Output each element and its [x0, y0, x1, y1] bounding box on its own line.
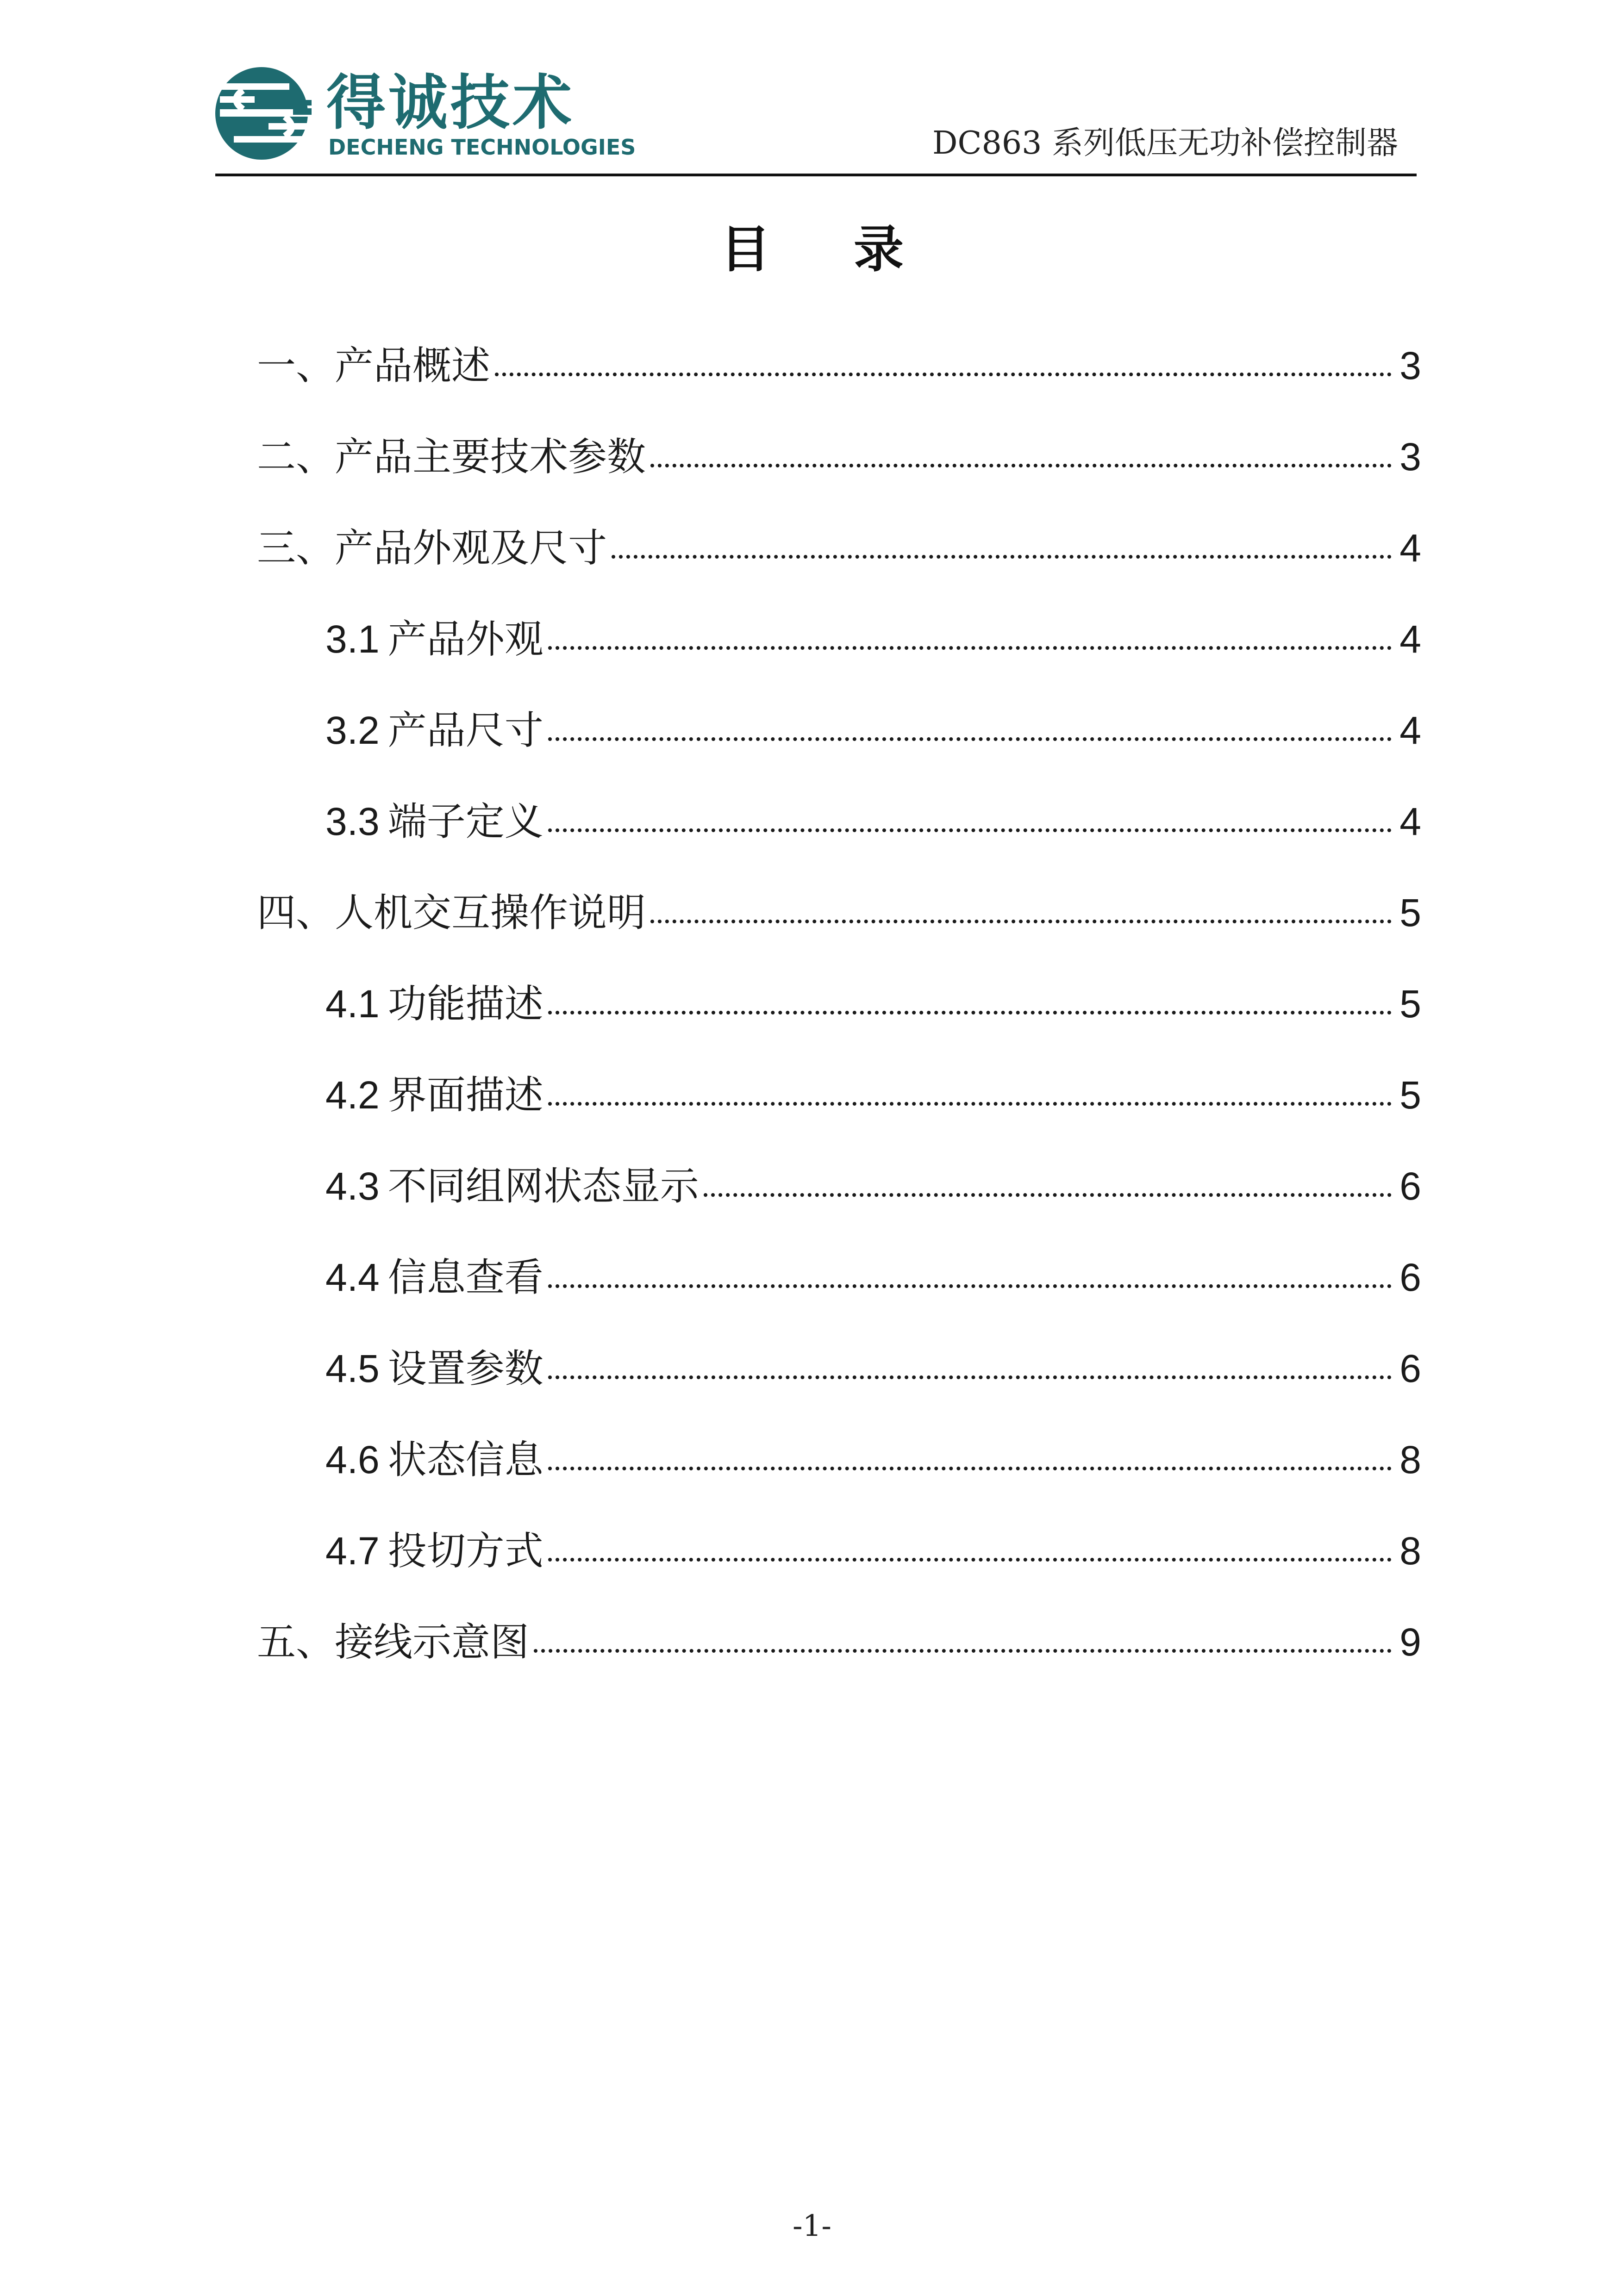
- toc-entry[interactable]: [257, 890, 1421, 981]
- toc-entry-label: 产品尺寸: [387, 708, 543, 753]
- toc-leader-dots: [612, 550, 1392, 559]
- toc-entry-label: 界面描述: [387, 1072, 543, 1118]
- table-of-contents: [257, 342, 1421, 1710]
- toc-leader-dots: [650, 459, 1392, 467]
- toc-subentry[interactable]: [257, 1072, 1421, 1163]
- toc-entry-number: 4.7: [325, 1529, 380, 1573]
- toc-entry-label: 三、产品外观及尺寸: [257, 525, 607, 571]
- toc-entry-label: 端子定义: [387, 799, 543, 844]
- toc-entry-label: 一、产品概述: [257, 343, 491, 388]
- logo-company-name-cn: 得诚技术: [326, 68, 575, 137]
- toc-entry-label: 二、产品主要技术参数: [257, 434, 646, 479]
- toc-subentry[interactable]: [257, 1254, 1421, 1345]
- toc-entry-number: 4.6: [325, 1438, 380, 1481]
- toc-entry-page: 3: [1399, 435, 1421, 479]
- toc-entry-number: 4.2: [325, 1073, 380, 1117]
- toc-entry-number: 3.3: [325, 800, 380, 843]
- toc-leader-dots: [548, 824, 1392, 832]
- toc-entry-number: 4.4: [325, 1256, 380, 1299]
- toc-leader-dots: [548, 733, 1392, 741]
- toc-subentry[interactable]: [257, 798, 1421, 890]
- toc-entry-number: 3.2: [325, 709, 380, 752]
- toc-leader-dots: [650, 915, 1392, 923]
- page-number: -1-: [793, 2209, 831, 2243]
- toc-subentry[interactable]: [257, 981, 1421, 1072]
- toc-entry-page: 8: [1399, 1529, 1421, 1573]
- toc-entry-label: 投切方式: [387, 1528, 543, 1574]
- toc-entry-page: 6: [1399, 1164, 1421, 1208]
- toc-leader-dots: [704, 1188, 1392, 1197]
- toc-entry-page: 6: [1399, 1347, 1421, 1390]
- toc-leader-dots: [548, 1553, 1392, 1562]
- toc-entry-label: 产品外观: [387, 616, 543, 662]
- page-header: [215, 56, 1417, 176]
- toc-entry-number: 3.1: [325, 617, 380, 661]
- toc-entry-label: 状态信息: [387, 1437, 543, 1482]
- toc-entry-page: 6: [1399, 1256, 1421, 1299]
- toc-entry-page: 4: [1399, 526, 1421, 570]
- toc-entry-page: 9: [1399, 1620, 1421, 1664]
- toc-title: 目录: [720, 221, 987, 279]
- toc-entry-page: 5: [1399, 891, 1421, 934]
- toc-leader-dots: [548, 1462, 1392, 1470]
- toc-entry-label: 功能描述: [387, 981, 543, 1027]
- toc-entry[interactable]: [257, 525, 1421, 616]
- toc-entry[interactable]: [257, 434, 1421, 525]
- toc-leader-dots: [548, 1006, 1392, 1014]
- toc-entry-page: 5: [1399, 1073, 1421, 1117]
- toc-entry-label: 设置参数: [387, 1346, 543, 1391]
- toc-leader-dots: [548, 1280, 1392, 1288]
- toc-entry-page: 4: [1399, 617, 1421, 661]
- toc-entry-label: 四、人机交互操作说明: [257, 890, 646, 935]
- toc-entry[interactable]: [257, 1619, 1421, 1710]
- toc-subentry[interactable]: [257, 1437, 1421, 1528]
- toc-subentry[interactable]: [257, 707, 1421, 798]
- toc-entry-label: 信息查看: [387, 1255, 543, 1300]
- toc-subentry[interactable]: [257, 1345, 1421, 1437]
- toc-leader-dots: [548, 1371, 1392, 1379]
- toc-entry-label: 不同组网状态显示: [387, 1164, 699, 1209]
- toc-entry-number: 4.1: [325, 982, 380, 1026]
- decheng-logo-icon: [215, 65, 312, 162]
- logo-company-name-en: DECHENG TECHNOLOGIES: [328, 135, 636, 160]
- toc-entry-page: 5: [1399, 982, 1421, 1026]
- toc-entry-page: 4: [1399, 709, 1421, 752]
- toc-leader-dots: [534, 1644, 1392, 1653]
- toc-subentry[interactable]: [257, 1163, 1421, 1254]
- header-divider: [215, 174, 1417, 176]
- toc-subentry[interactable]: [257, 616, 1421, 707]
- toc-leader-dots: [548, 641, 1392, 650]
- toc-entry-page: 4: [1399, 800, 1421, 843]
- toc-entry-page: 8: [1399, 1438, 1421, 1481]
- toc-entry-number: 4.5: [325, 1347, 380, 1390]
- toc-entry-label: 五、接线示意图: [257, 1619, 530, 1665]
- toc-entry[interactable]: [257, 342, 1421, 434]
- toc-subentry[interactable]: [257, 1528, 1421, 1619]
- toc-entry-number: 4.3: [325, 1164, 380, 1208]
- toc-leader-dots: [548, 1097, 1392, 1106]
- toc-leader-dots: [495, 368, 1392, 376]
- company-logo: [215, 65, 636, 169]
- toc-entry-page: 3: [1399, 344, 1421, 387]
- document-title: DC863 系列低压无功补偿控制器: [932, 125, 1398, 162]
